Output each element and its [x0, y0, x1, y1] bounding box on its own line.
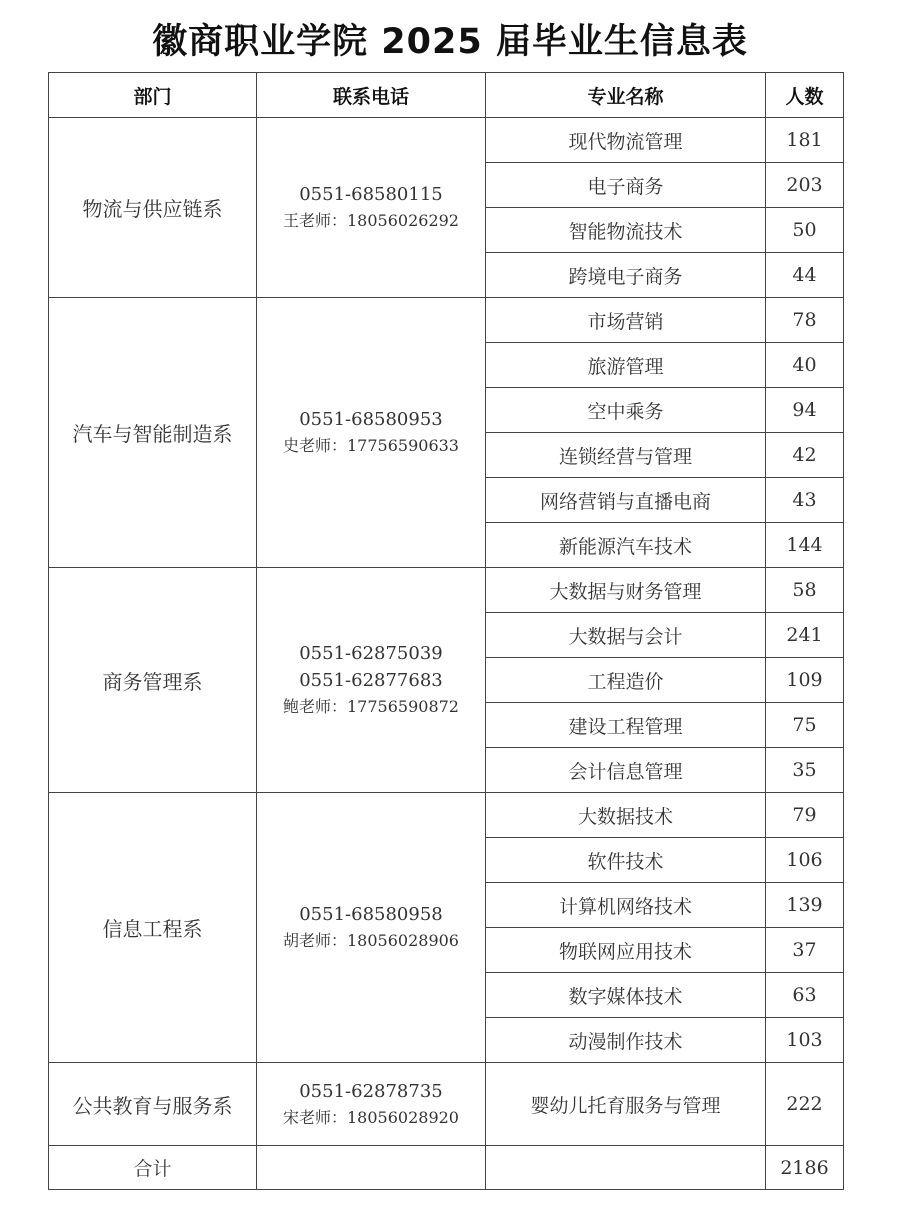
page-title: 徽商职业学院 2025 届毕业生信息表: [152, 22, 748, 62]
major-cell: 电子商务: [486, 163, 766, 208]
count-cell: 139: [766, 883, 844, 928]
total-major-empty: [486, 1146, 766, 1190]
total-phone-empty: [257, 1146, 486, 1190]
major-cell: 软件技术: [486, 838, 766, 883]
table-row: [49, 568, 844, 613]
major-cell: 婴幼儿托育服务与管理: [486, 1063, 766, 1146]
major-cell: 连锁经营与管理: [486, 433, 766, 478]
count-cell: 75: [766, 703, 844, 748]
major-cell: 市场营销: [486, 298, 766, 343]
major-cell: 大数据技术: [486, 793, 766, 838]
contact-person: 史老师：17756590633: [283, 436, 459, 455]
major-cell: 工程造价: [486, 658, 766, 703]
contact-person: 宋老师：18056028920: [283, 1107, 459, 1127]
phone-number: 0551-62877683: [299, 670, 443, 691]
count-cell: 40: [766, 343, 844, 388]
count-cell: 79: [766, 793, 844, 838]
phone-cell: [257, 568, 486, 793]
table-row: [49, 793, 844, 838]
count-cell: 106: [766, 838, 844, 883]
table-row: [49, 1063, 844, 1146]
major-cell: 旅游管理: [486, 343, 766, 388]
phone-cell: [257, 793, 486, 1063]
phone-cell: [257, 118, 486, 298]
major-cell: 大数据与会计: [486, 613, 766, 658]
major-cell: 数字媒体技术: [486, 973, 766, 1018]
contact-person: 王老师：18056026292: [283, 211, 459, 230]
contact-person: 鲍老师：17756590872: [283, 697, 459, 716]
phone-number: 0551-62878735: [299, 1080, 443, 1102]
header-major: 专业名称: [486, 73, 766, 118]
count-cell: 181: [766, 118, 844, 163]
major-cell: 现代物流管理: [486, 118, 766, 163]
dept-cell: 汽车与智能制造系: [49, 298, 257, 568]
header-count: 人数: [766, 73, 844, 118]
count-cell: 94: [766, 388, 844, 433]
major-cell: 大数据与财务管理: [486, 568, 766, 613]
count-cell: 37: [766, 928, 844, 973]
table-body: [49, 118, 844, 1190]
count-cell: 50: [766, 208, 844, 253]
major-cell: 物联网应用技术: [486, 928, 766, 973]
major-cell: 网络营销与直播电商: [486, 478, 766, 523]
major-cell: 动漫制作技术: [486, 1018, 766, 1063]
count-cell: 44: [766, 253, 844, 298]
contact-person: 胡老师：18056028906: [283, 931, 459, 950]
count-cell: 58: [766, 568, 844, 613]
count-cell: 35: [766, 748, 844, 793]
major-cell: 建设工程管理: [486, 703, 766, 748]
major-cell: 跨境电子商务: [486, 253, 766, 298]
major-cell: 新能源汽车技术: [486, 523, 766, 568]
count-cell: 42: [766, 433, 844, 478]
total-row: [49, 1146, 844, 1190]
count-cell: 222: [766, 1063, 844, 1146]
header-dept: 部门: [49, 73, 257, 118]
count-cell: 241: [766, 613, 844, 658]
table-row: [49, 298, 844, 343]
count-cell: 78: [766, 298, 844, 343]
major-cell: 智能物流技术: [486, 208, 766, 253]
count-cell: 203: [766, 163, 844, 208]
dept-cell: 信息工程系: [49, 793, 257, 1063]
phone-number: 0551-68580958: [299, 904, 443, 925]
major-cell: 会计信息管理: [486, 748, 766, 793]
phone-cell: [257, 298, 486, 568]
count-cell: 144: [766, 523, 844, 568]
dept-cell: 公共教育与服务系: [49, 1063, 257, 1146]
count-cell: 103: [766, 1018, 844, 1063]
major-cell: 空中乘务: [486, 388, 766, 433]
header-phone: 联系电话: [257, 73, 486, 118]
total-label: 合计: [49, 1146, 257, 1190]
phone-number: 0551-68580115: [299, 184, 443, 205]
count-cell: 43: [766, 478, 844, 523]
table-row: [49, 118, 844, 163]
table-header-row: [49, 73, 844, 118]
dept-cell: 物流与供应链系: [49, 118, 257, 298]
dept-cell: 商务管理系: [49, 568, 257, 793]
phone-cell: [257, 1063, 486, 1146]
phone-number: 0551-62875039: [299, 643, 443, 664]
total-count: 2186: [766, 1146, 844, 1190]
graduate-info-table: [48, 72, 844, 1190]
major-cell: 计算机网络技术: [486, 883, 766, 928]
count-cell: 63: [766, 973, 844, 1018]
count-cell: 109: [766, 658, 844, 703]
phone-number: 0551-68580953: [299, 409, 443, 430]
